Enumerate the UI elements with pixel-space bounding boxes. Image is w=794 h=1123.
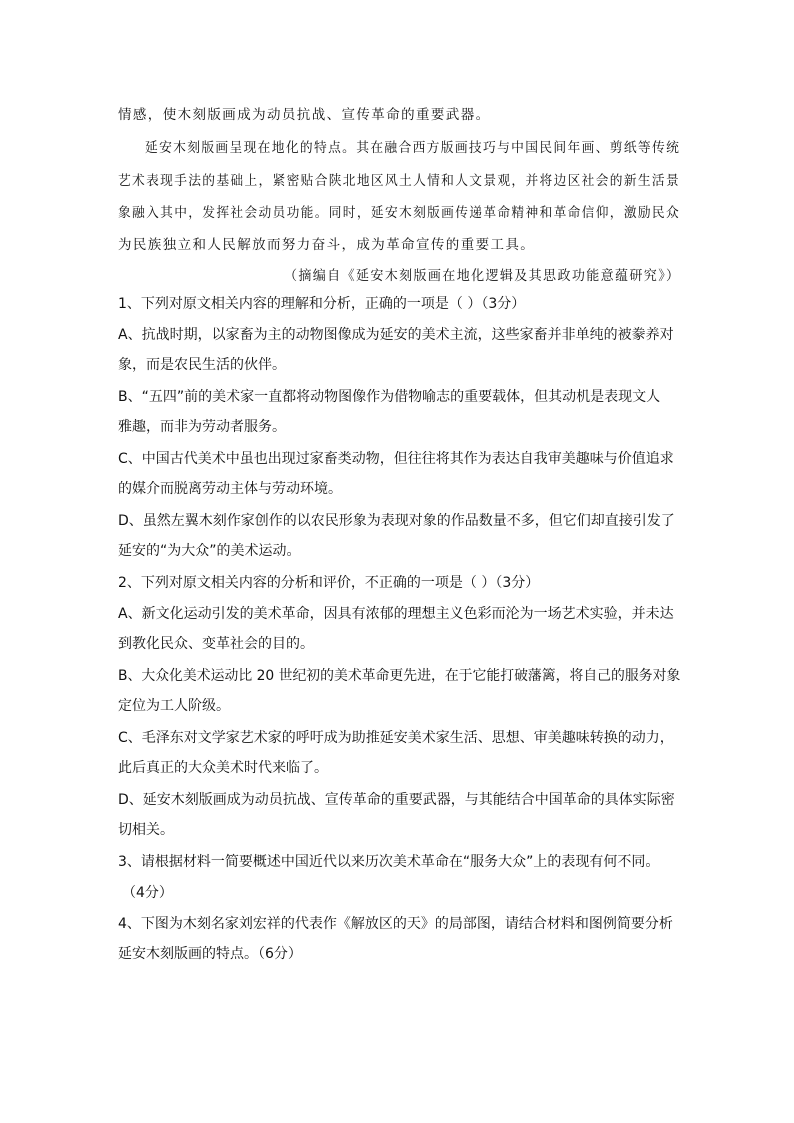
question-3-stem: 3、请根据材料一简要概述中国近代以来历次美术革命在“服务大众”上的表现有何不同。	[118, 854, 660, 870]
option-b-continued: 雅趣，而非为劳动者服务。	[118, 419, 286, 435]
option-c: C、毛泽东对文学家艺术家的呼吁成为助推延安美术家生活、思想、审美趣味转换的动力，	[118, 730, 674, 746]
option-a: A、抗战时期，以家畜为主的动物图像成为延安的美术主流，这些家畜并非单纯的被豢养对	[118, 327, 674, 343]
passage-line: 为民族独立和人民解放而努力奋斗，成为革命宣传的重要工具。	[118, 237, 536, 253]
question-2-stem: 2、下列对原文相关内容的分析和评价，不正确的一项是（ ）（3分）	[118, 575, 540, 591]
passage-line: 象融入其中，发挥社会动员功能。同时，延安木刻版画传递革命精神和革命信仰，激励民众	[118, 205, 681, 221]
option-c-continued: 的媒介而脱离劳动主体与劳动环境。	[118, 481, 342, 497]
passage-paragraph-start: 延安木刻版画呈现在地化的特点。其在融合西方版画技巧与中国民间年画、剪纸等传统	[145, 140, 681, 156]
question-1-stem: 1、下列对原文相关内容的理解和分析，正确的一项是（ ）（3分）	[118, 296, 526, 312]
option-d: D、虽然左翼木刻作家创作的以农民形象为表现对象的作品数量不多，但它们却直接引发了	[118, 513, 675, 529]
question-4-continued: 延安木刻版画的特点。（6分）	[118, 946, 302, 962]
passage-line: 艺术表现手法的基础上，紧密贴合陕北地区风土人情和人文景观，并将边区社会的新生活景	[118, 173, 681, 189]
option-d: D、延安木刻版画成为动员抗战、宣传革命的重要武器，与其能结合中国革命的具体实际密	[118, 792, 675, 808]
option-a-continued: 到教化民众、变革社会的目的。	[118, 636, 314, 652]
option-b: B、大众化美术运动比 20 世纪初的美术革命更先进，在于它能打破藩篱，将自己的服务对象	[118, 668, 681, 684]
option-a-continued: 象，而是农民生活的伙伴。	[118, 357, 286, 373]
question-3-points: （4分）	[122, 885, 173, 901]
option-d-continued: 延安的“为大众”的美术运动。	[118, 543, 301, 559]
question-4-stem: 4、下图为木刻名家刘宏祥的代表作《解放区的天》的局部图，请结合材料和图例简要分析	[118, 916, 673, 932]
option-d-continued: 切相关。	[118, 822, 174, 838]
option-c-continued: 此后真正的大众美术时代来临了。	[118, 760, 328, 776]
option-b: B、“五四”前的美术家一直都将动物图像作为借物喻志的重要载体，但其动机是表现文人	[118, 389, 661, 405]
source-citation: （摘编自《延安木刻版画在地化逻辑及其思政功能意蕴研究》）	[284, 268, 681, 284]
option-c: C、中国古代美术中虽也出现过家畜类动物，但往往将其作为表达自我审美趣味与价值追求	[118, 451, 674, 467]
option-b-continued: 定位为工人阶级。	[118, 698, 230, 714]
option-a: A、新文化运动引发的美术革命，因具有浓郁的理想主义色彩而沦为一场艺术实验，并未达	[118, 606, 674, 622]
passage-line: 情感，使木刻版画成为动员抗战、宣传革命的重要武器。	[118, 107, 491, 123]
